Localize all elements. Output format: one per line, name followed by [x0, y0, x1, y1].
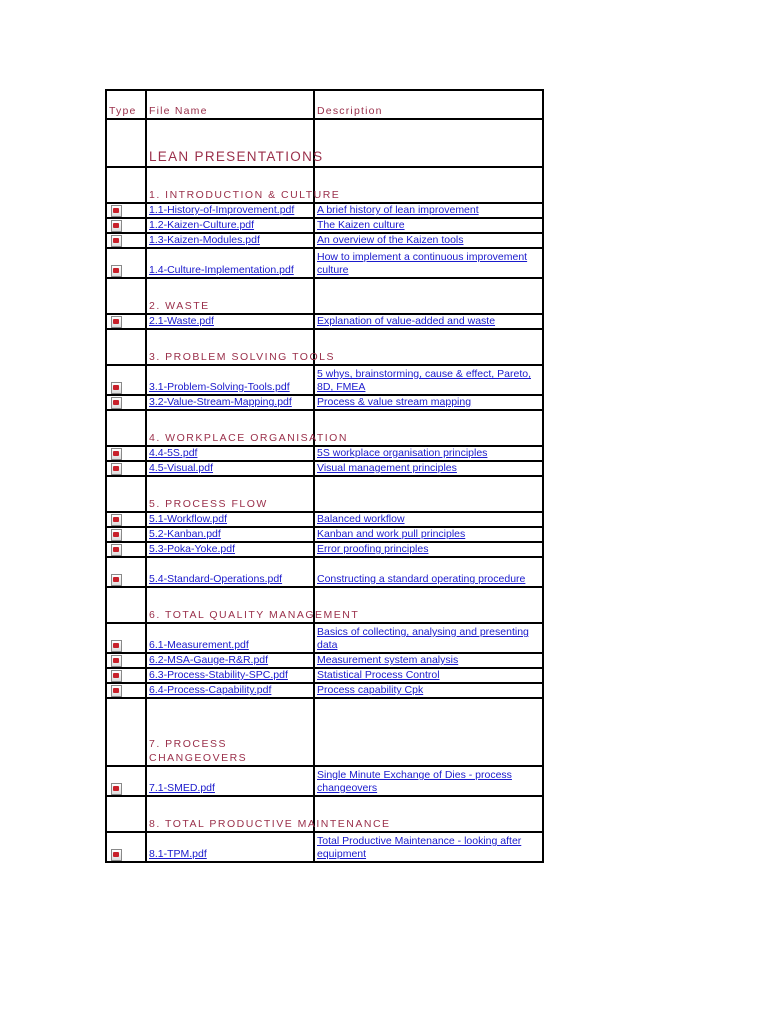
description-cell: [314, 314, 543, 329]
description-cell: [314, 766, 543, 796]
file-row: [106, 203, 543, 218]
description-cell: [314, 461, 543, 476]
section-heading-cell: [146, 796, 391, 832]
file-row: [106, 314, 543, 329]
description-link[interactable]: Explanation of value-added and waste: [317, 315, 496, 327]
file-name-cell: [146, 248, 314, 278]
description-link[interactable]: Process & value stream mapping: [317, 396, 472, 408]
description-cell: [314, 527, 543, 542]
section-type-cell: [106, 587, 146, 623]
file-name-cell: [146, 527, 314, 542]
file-name-cell: [146, 314, 314, 329]
section-row: [106, 698, 543, 766]
title-type-cell: [106, 119, 146, 167]
section-desc-cell: [314, 410, 543, 446]
section-desc-cell: [314, 167, 543, 203]
description-link[interactable]: Basics of collecting, analysing and presenting data: [317, 626, 529, 651]
section-heading: 7. PROCESS CHANGEOVERS: [149, 738, 248, 764]
section-row: [106, 410, 543, 446]
file-name-cell: [146, 365, 314, 395]
file-link[interactable]: 8.1-TPM.pdf: [149, 848, 207, 860]
section-heading: 3. PROBLEM SOLVING TOOLS: [149, 351, 335, 363]
file-row: [106, 233, 543, 248]
type-cell: [106, 365, 146, 395]
file-row: [106, 557, 543, 587]
pdf-file-icon[interactable]: [111, 397, 122, 409]
type-cell: [106, 233, 146, 248]
file-link[interactable]: 5.1-Workflow.pdf: [149, 513, 228, 525]
description-link[interactable]: How to implement a continuous improvement culture: [317, 251, 528, 276]
type-cell: [106, 542, 146, 557]
description-link[interactable]: The Kaizen culture: [317, 219, 405, 231]
type-cell: [106, 623, 146, 653]
section-desc-cell: [314, 329, 543, 365]
file-link[interactable]: 3.2-Value-Stream-Mapping.pdf: [149, 396, 292, 408]
file-row: [106, 832, 543, 862]
description-link[interactable]: A brief history of lean improvement: [317, 204, 479, 216]
description-cell: [314, 446, 543, 461]
type-cell: [106, 557, 146, 587]
section-heading-cell: [146, 329, 335, 365]
description-cell: [314, 248, 543, 278]
pdf-file-icon[interactable]: [111, 205, 122, 217]
file-name-cell: [146, 832, 314, 862]
description-link[interactable]: Error proofing principles: [317, 543, 429, 555]
description-link[interactable]: Measurement system analysis: [317, 654, 459, 666]
file-name-cell: [146, 233, 314, 248]
file-link[interactable]: 7.1-SMED.pdf: [149, 782, 215, 794]
pdf-file-icon[interactable]: [111, 265, 122, 277]
file-link[interactable]: 1.1-History-of-Improvement.pdf: [149, 204, 295, 216]
section-heading-cell: [146, 476, 314, 512]
file-link[interactable]: 3.1-Problem-Solving-Tools.pdf: [149, 381, 290, 393]
file-list-table: [105, 89, 544, 863]
section-type-cell: [106, 796, 146, 832]
description-cell: [314, 542, 543, 557]
section-heading: 2. WASTE: [149, 300, 210, 312]
file-link[interactable]: 5.2-Kanban.pdf: [149, 528, 221, 540]
file-row: [106, 527, 543, 542]
page-title: LEAN PRESENTATIONS: [149, 149, 324, 164]
file-link[interactable]: 5.3-Poka-Yoke.pdf: [149, 543, 236, 555]
file-link[interactable]: 6.3-Process-Stability-SPC.pdf: [149, 669, 288, 681]
header-type: Type: [106, 90, 146, 119]
section-desc-cell: [314, 698, 543, 766]
file-row: [106, 218, 543, 233]
pdf-file-icon[interactable]: [111, 382, 122, 394]
description-link[interactable]: Kanban and work pull principles: [317, 528, 466, 540]
type-cell: [106, 766, 146, 796]
header-file-name: File Name: [146, 90, 314, 119]
header-description: Description: [314, 90, 543, 119]
file-name-cell: [146, 203, 314, 218]
pdf-file-icon[interactable]: [111, 514, 122, 526]
file-link[interactable]: 4.5-Visual.pdf: [149, 462, 214, 474]
section-desc-cell: [314, 278, 543, 314]
pdf-file-icon[interactable]: [111, 574, 122, 586]
table-header-row: [106, 90, 543, 119]
section-row: [106, 167, 543, 203]
pdf-file-icon[interactable]: [111, 849, 122, 861]
type-cell: [106, 832, 146, 862]
type-cell: [106, 446, 146, 461]
section-heading: 1. INTRODUCTION & CULTURE: [149, 189, 341, 201]
file-link[interactable]: 1.2-Kaizen-Culture.pdf: [149, 219, 255, 231]
description-link[interactable]: Single Minute Exchange of Dies - process changeovers: [317, 769, 512, 794]
description-cell: [314, 218, 543, 233]
file-name-cell: [146, 557, 314, 587]
type-cell: [106, 248, 146, 278]
type-cell: [106, 683, 146, 698]
section-row: [106, 329, 543, 365]
type-cell: [106, 668, 146, 683]
section-type-cell: [106, 329, 146, 365]
description-link[interactable]: 5S workplace organisation principles: [317, 447, 488, 459]
type-cell: [106, 314, 146, 329]
file-row: [106, 365, 543, 395]
pdf-file-icon[interactable]: [111, 463, 122, 475]
title-row: [106, 119, 543, 167]
file-link[interactable]: 6.4-Process-Capability.pdf: [149, 684, 272, 696]
file-link[interactable]: 6.1-Measurement.pdf: [149, 639, 249, 651]
description-link[interactable]: Statistical Process Control: [317, 669, 440, 681]
file-row: [106, 653, 543, 668]
section-type-cell: [106, 698, 146, 766]
section-heading: 8. TOTAL PRODUCTIVE MAINTENANCE: [149, 818, 391, 830]
type-cell: [106, 512, 146, 527]
file-name-cell: [146, 766, 314, 796]
title-cell: [146, 119, 324, 167]
section-row: [106, 476, 543, 512]
description-cell: [314, 683, 543, 698]
pdf-file-icon[interactable]: [111, 655, 122, 667]
section-row: [106, 278, 543, 314]
description-cell: [314, 233, 543, 248]
description-cell: [314, 623, 543, 653]
type-cell: [106, 527, 146, 542]
type-cell: [106, 461, 146, 476]
file-row: [106, 248, 543, 278]
pdf-file-icon[interactable]: [111, 235, 122, 247]
description-cell: [314, 203, 543, 218]
type-cell: [106, 203, 146, 218]
section-heading-cell: [146, 278, 314, 314]
description-cell: [314, 668, 543, 683]
file-name-cell: [146, 461, 314, 476]
section-heading-cell: [146, 698, 314, 766]
file-row: [106, 461, 543, 476]
file-name-cell: [146, 446, 314, 461]
description-link[interactable]: Balanced workflow: [317, 513, 405, 525]
file-name-cell: [146, 668, 314, 683]
description-link[interactable]: An overview of the Kaizen tools: [317, 234, 464, 246]
description-link[interactable]: Visual management principles: [317, 462, 457, 474]
pdf-file-icon[interactable]: [111, 544, 122, 556]
file-link[interactable]: 1.3-Kaizen-Modules.pdf: [149, 234, 260, 246]
file-name-cell: [146, 218, 314, 233]
type-cell: [106, 653, 146, 668]
file-name-cell: [146, 512, 314, 527]
description-cell: [314, 395, 543, 410]
type-cell: [106, 395, 146, 410]
file-name-cell: [146, 395, 314, 410]
file-link[interactable]: 1.4-Culture-Implementation.pdf: [149, 264, 294, 276]
type-cell: [106, 218, 146, 233]
pdf-file-icon[interactable]: [111, 640, 122, 652]
section-heading: 5. PROCESS FLOW: [149, 498, 268, 510]
pdf-file-icon[interactable]: [111, 685, 122, 697]
file-name-cell: [146, 542, 314, 557]
file-link[interactable]: 5.4-Standard-Operations.pdf: [149, 573, 283, 585]
description-cell: [314, 512, 543, 527]
description-cell: [314, 653, 543, 668]
description-link[interactable]: Total Productive Maintenance - looking after equipment: [317, 835, 522, 860]
section-heading-cell: [146, 410, 348, 446]
section-heading-cell: [146, 587, 360, 623]
pdf-file-icon[interactable]: [111, 448, 122, 460]
file-row: [106, 542, 543, 557]
description-link[interactable]: Process capability Cpk: [317, 684, 424, 696]
file-row: [106, 766, 543, 796]
file-link[interactable]: 6.2-MSA-Gauge-R&R.pdf: [149, 654, 269, 666]
file-row: [106, 668, 543, 683]
section-type-cell: [106, 410, 146, 446]
file-row: [106, 446, 543, 461]
section-heading: 6. TOTAL QUALITY MANAGEMENT: [149, 609, 360, 621]
section-heading: 4. WORKPLACE ORGANISATION: [149, 432, 348, 444]
file-name-cell: [146, 653, 314, 668]
section-row: [106, 796, 543, 832]
file-row: [106, 395, 543, 410]
file-row: [106, 623, 543, 653]
file-link[interactable]: 4.4-5S.pdf: [149, 447, 198, 459]
file-row: [106, 512, 543, 527]
description-link[interactable]: 5 whys, brainstorming, cause & effect, Pareto, 8D, FMEA: [317, 368, 531, 393]
pdf-file-icon[interactable]: [111, 220, 122, 232]
description-link[interactable]: Constructing a standard operating procedure: [317, 573, 526, 585]
title-desc-cell: [314, 119, 543, 167]
file-name-cell: [146, 623, 314, 653]
pdf-file-icon[interactable]: [111, 670, 122, 682]
section-type-cell: [106, 476, 146, 512]
file-name-cell: [146, 683, 314, 698]
section-row: [106, 587, 543, 623]
section-desc-cell: [314, 476, 543, 512]
pdf-file-icon[interactable]: [111, 783, 122, 795]
section-heading-cell: [146, 167, 341, 203]
description-cell: [314, 365, 543, 395]
file-link[interactable]: 2.1-Waste.pdf: [149, 315, 214, 327]
pdf-file-icon[interactable]: [111, 316, 122, 328]
file-row: [106, 683, 543, 698]
section-type-cell: [106, 278, 146, 314]
pdf-file-icon[interactable]: [111, 529, 122, 541]
description-cell: [314, 557, 543, 587]
description-cell: [314, 832, 543, 862]
section-type-cell: [106, 167, 146, 203]
